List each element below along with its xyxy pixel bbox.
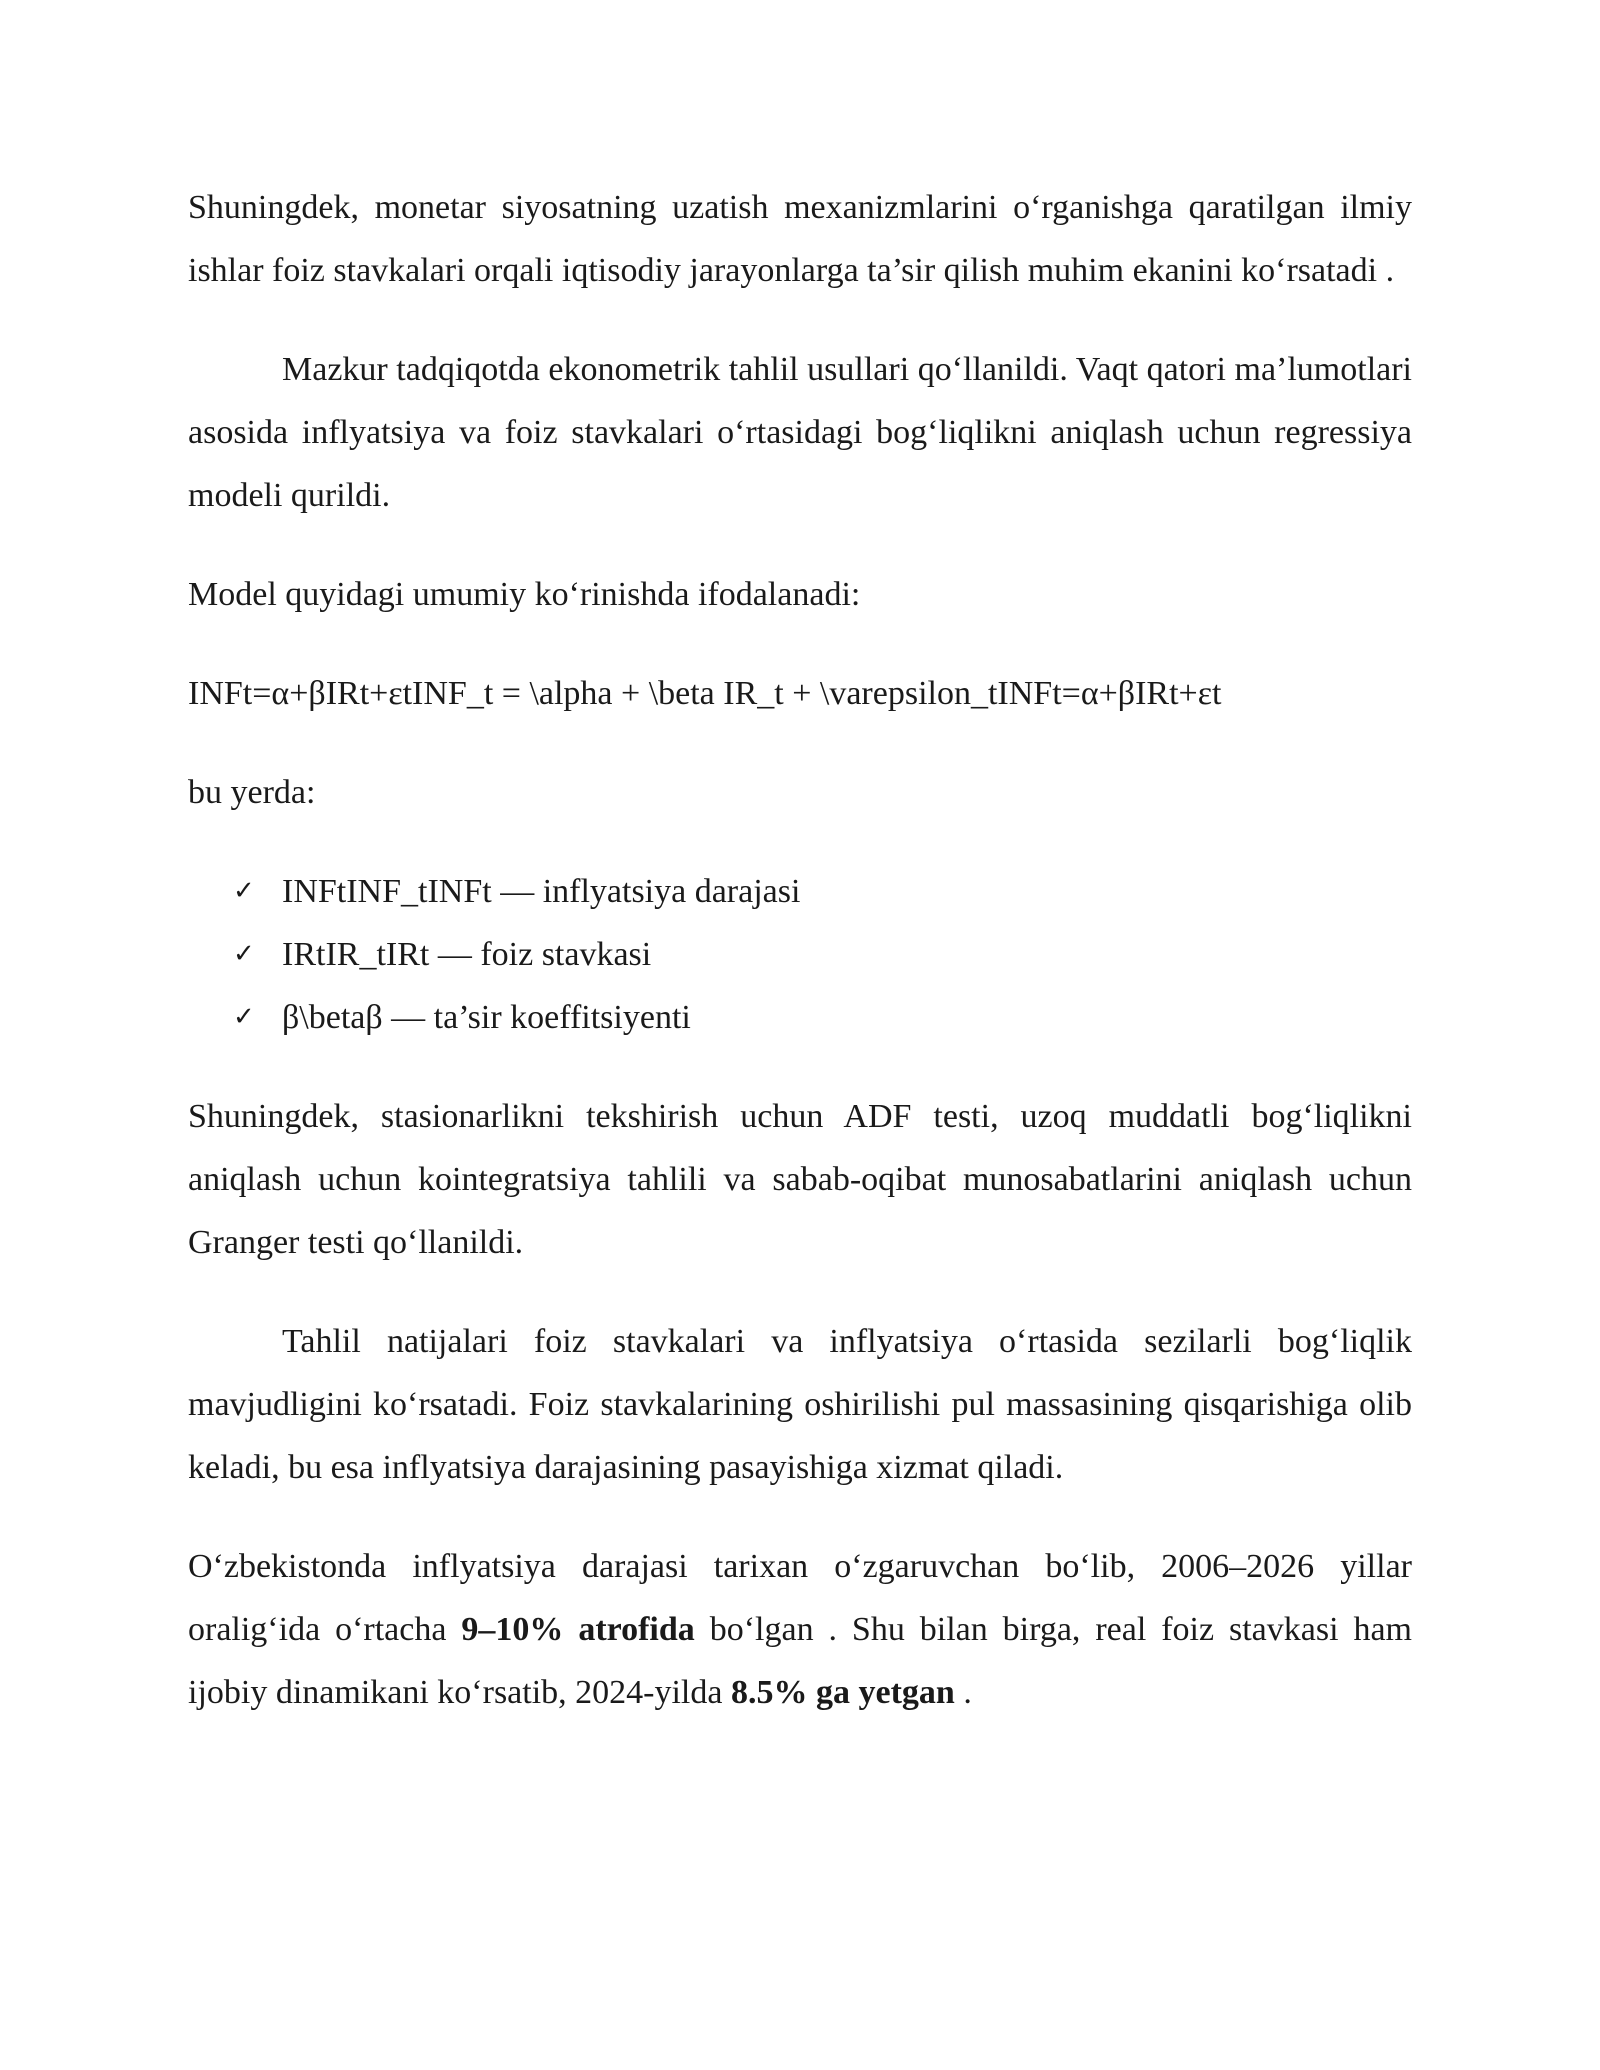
list-item-text: INFtINF_tINFt — inflyatsiya darajasi — [282, 873, 801, 910]
paragraph-text: bo‘lgan . Shu bilan birga, real foiz stavkasi ham ijobiy dinamikani ko‘rsatib, 2024-yilda — [188, 1611, 1412, 1711]
list-item — [188, 986, 1412, 1049]
variable-definitions-list — [188, 860, 1412, 1049]
checkmark-icon: ✓ — [233, 1002, 255, 1032]
paragraph-text: O‘zbekistonda inflyatsiya darajasi tarixan o‘zgaruvchan bo‘lib, 2006–2026 yillar oralig‘ida o‘rtacha — [188, 1548, 1412, 1648]
paragraph-text: . — [954, 1674, 972, 1711]
list-item-text: IRtIR_tIRt — foiz stavkasi — [282, 936, 652, 973]
paragraph-tests: Shuningdek, stasionarlikni tekshirish uchun ADF testi, uzoq muddatli bog‘liqlikni aniqlash uchun kointegratsiya tahlili va sabab-oqibat munosabatlarini aniqlash uchun Granger testi qo‘llanildi. — [188, 1098, 1412, 1261]
highlight-average-inflation: 9–10% atrofida — [461, 1611, 695, 1648]
list-item — [188, 923, 1412, 986]
paragraph-model-intro: Model quyidagi umumiy ko‘rinishda ifodalanadi: — [188, 576, 861, 613]
checkmark-icon: ✓ — [233, 939, 255, 969]
paragraph-where: bu yerda: — [188, 774, 316, 811]
model-formula: INFt=α+βIRt+εtINF_t = \alpha + \beta IR_t + \varepsilon_tINFt=α+βIRt+εt — [188, 675, 1222, 712]
document-body — [188, 176, 1412, 1724]
paragraph-uzbekistan-inflation — [188, 1535, 1412, 1724]
list-item — [188, 860, 1412, 923]
list-item-text: β\betaβ — ta’sir koeffitsiyenti — [282, 999, 691, 1036]
paragraph-methodology: Mazkur tadqiqotda ekonometrik tahlil usullari qo‘llanildi. Vaqt qatori ma’lumotlari asosida inflyatsiya va foiz stavkalari o‘rtasidagi bog‘liqlikni aniqlash uchun regressiya modeli qurildi. — [188, 351, 1412, 514]
paragraph-results: Tahlil natijalari foiz stavkalari va inflyatsiya o‘rtasida sezilarli bog‘liqlik mavjudligini ko‘rsatadi. Foiz stavkalarining oshirilishi pul massasining qisqarishiga olib keladi, bu esa inflyatsiya darajasining pasayishiga xizmat qiladi. — [188, 1323, 1412, 1486]
highlight-real-rate: 8.5% ga yetgan — [730, 1674, 955, 1711]
paragraph-monetary-transmission: Shuningdek, monetar siyosatning uzatish mexanizmlarini o‘rganishga qaratilgan ilmiy ishlar foiz stavkalari orqali iqtisodiy jarayonlarga ta’sir qilish muhim ekanini ko‘rsatadi . — [188, 189, 1412, 289]
checkmark-icon: ✓ — [233, 876, 255, 906]
